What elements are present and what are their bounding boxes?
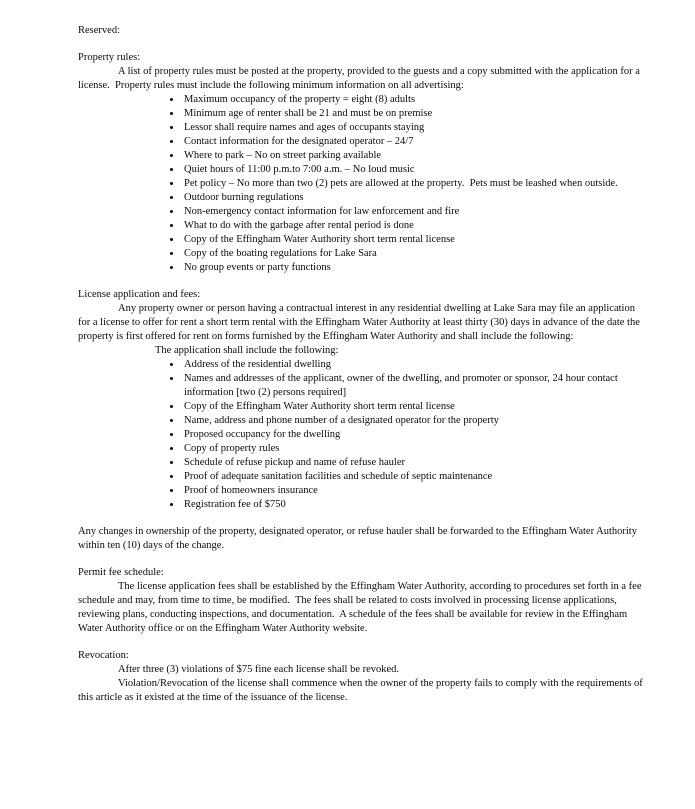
list-item: • Copy of the Effingham Water Authority short term rental license [182, 233, 647, 247]
list-item: • Quiet hours of 11:00 p.m.to 7:00 a.m. – No loud music [182, 163, 647, 177]
license-application-subintro: The application shall include the following: [155, 345, 339, 356]
permit-fee-schedule-section [78, 566, 647, 636]
list-item: • Proposed occupancy for the dwelling [182, 428, 647, 442]
permit-fee-schedule-heading: Permit fee schedule: [78, 567, 164, 578]
list-item: • Schedule of refuse pickup and name of refuse hauler [182, 456, 647, 470]
revocation-section [78, 649, 647, 705]
license-application-heading: License application and fees: [78, 289, 201, 300]
list-item: • Copy of the Effingham Water Authority short term rental license [182, 400, 647, 414]
list-item: • Non-emergency contact information for law enforcement and fire [182, 205, 647, 219]
list-item: • Outdoor burning regulations [182, 191, 647, 205]
ownership-changes-note: Any changes in ownership of the property, designated operator, or refuse hauler shall be forwarded to the Effingham Water Authority within ten (10) days of the change. [78, 526, 640, 551]
list-item: • Contact information for the designated operator – 24/7 [182, 135, 647, 149]
license-application-list [78, 358, 647, 512]
reserved-heading: Reserved: [78, 25, 120, 36]
list-item: • Maximum occupancy of the property = eight (8) adults [182, 93, 647, 107]
revocation-line1: After three (3) violations of $75 fine each license shall be revoked. [118, 664, 400, 675]
license-application-section [78, 288, 647, 553]
list-item: • Where to park – No on street parking available [182, 149, 647, 163]
list-item: • Names and addresses of the applicant, owner of the dwelling, and promoter or sponsor, 24 hour contact information [two (2) persons required] [182, 372, 647, 400]
list-item: • Registration fee of $750 [182, 498, 647, 512]
list-item: • Lessor shall require names and ages of occupants staying [182, 121, 647, 135]
revocation-heading: Revocation: [78, 650, 129, 661]
license-application-intro: Any property owner or person having a contractual interest in any residential dwelling at Lake Sara may file an application for a license to offer for rent a short term rental with the Effingham Water Authority at least thirty (30) days in advance of the date the property is first offered for rent on forms furnished by the Effingham Water Authority and shall include the following: [78, 303, 643, 342]
list-item: • What to do with the garbage after rental period is done [182, 219, 647, 233]
list-item: • Proof of adequate sanitation facilities and schedule of septic maintenance [182, 470, 647, 484]
list-item: • Proof of homeowners insurance [182, 484, 647, 498]
revocation-body: Violation/Revocation of the license shall commence when the owner of the property fails to comply with the requirements of this article as it existed at the time of the issuance of the license. [78, 678, 646, 703]
property-rules-list [78, 93, 647, 275]
property-rules-heading: Property rules: [78, 52, 141, 63]
list-item: • Address of the residential dwelling [182, 358, 647, 372]
list-item: • Copy of the boating regulations for Lake Sara [182, 247, 647, 261]
property-rules-section [78, 51, 647, 275]
list-item: • Name, address and phone number of a designated operator for the property [182, 414, 647, 428]
list-item: • Minimum age of renter shall be 21 and must be on premise [182, 107, 647, 121]
list-item: • Copy of property rules [182, 442, 647, 456]
list-item: • No group events or party functions [182, 261, 647, 275]
list-item: • Pet policy – No more than two (2) pets are allowed at the property. Pets must be leashed when outside. [182, 177, 647, 191]
permit-fee-schedule-body: The license application fees shall be established by the Effingham Water Authority, according to procedures set forth in a fee schedule and may, from time to time, be modified. The fees shall be related to costs involved in processing license applications, reviewing plans, conducting inspections, and documentation. A schedule of the fees shall be available for review in the Effingham Water Authority office or on the Effingham Water Authority website. [78, 581, 645, 634]
property-rules-intro: A list of property rules must be posted at the property, provided to the guests and a copy submitted with the application for a license. Property rules must include the following minimum information on all advertising: [78, 66, 643, 91]
